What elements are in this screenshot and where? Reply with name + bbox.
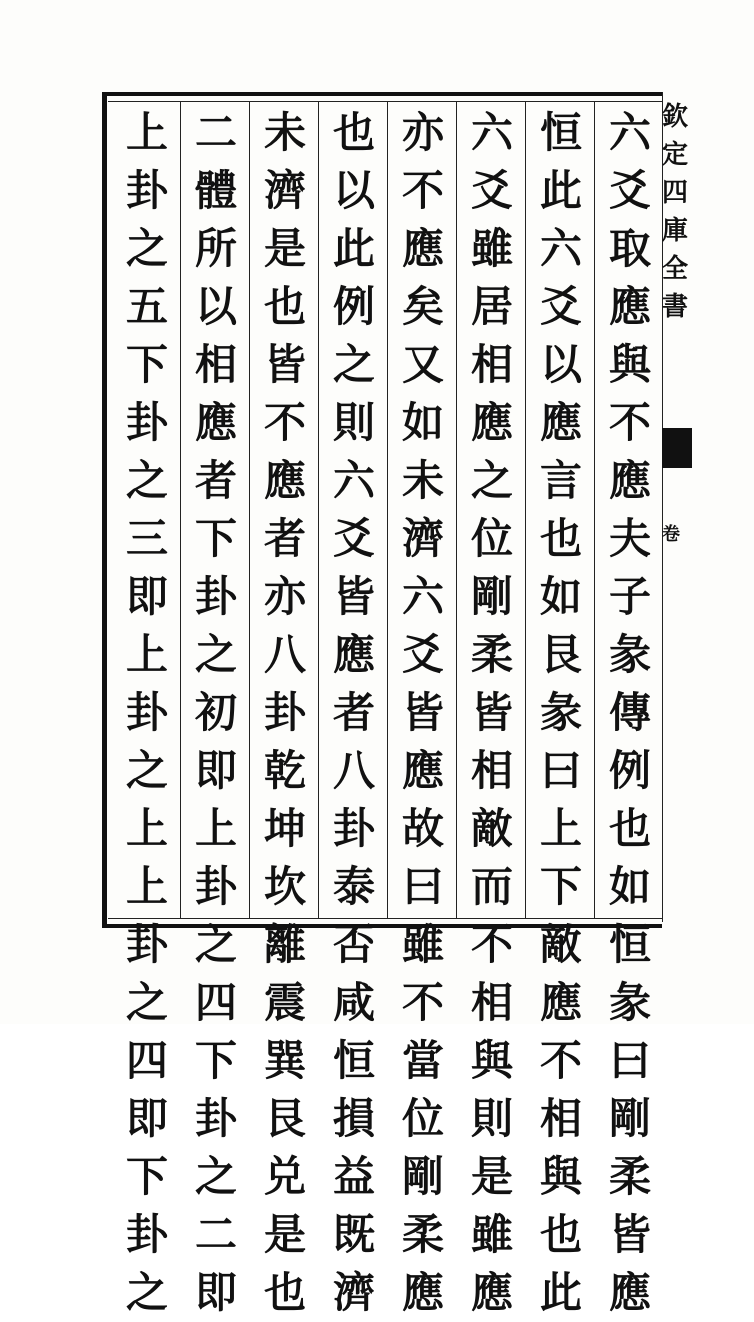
text-column-2	[533, 104, 589, 1317]
column-char: 六	[539, 224, 582, 273]
column-char: 應	[608, 456, 651, 505]
column-char: 應	[332, 630, 375, 679]
column-char: 應	[401, 1268, 444, 1317]
column-char: 傳	[608, 688, 651, 737]
column-char: 居	[470, 282, 513, 331]
column-char: 爻	[332, 514, 375, 563]
column-char: 雖	[470, 224, 513, 273]
column-char: 泰	[332, 862, 375, 911]
column-char: 夫	[608, 514, 651, 563]
column-char: 如	[539, 572, 582, 621]
text-column-6	[257, 104, 313, 1317]
column-char: 取	[608, 224, 651, 273]
column-char: 八	[263, 630, 306, 679]
column-char: 亦	[401, 108, 444, 157]
text-column-8	[119, 104, 175, 1317]
column-rule	[180, 101, 181, 919]
column-char: 即	[194, 746, 237, 795]
column-char: 六	[470, 108, 513, 157]
column-char: 應	[470, 1268, 513, 1317]
column-char: 當	[401, 1036, 444, 1085]
column-char: 爻	[401, 630, 444, 679]
column-char: 下	[125, 340, 168, 389]
column-char: 不	[401, 166, 444, 215]
column-char: 上	[125, 630, 168, 679]
column-char: 三	[125, 514, 168, 563]
column-char: 卦	[194, 572, 237, 621]
column-char: 體	[194, 166, 237, 215]
column-char: 下	[194, 514, 237, 563]
column-char: 乾	[263, 746, 306, 795]
column-char: 上	[125, 804, 168, 853]
column-char: 皆	[470, 688, 513, 737]
column-char: 相	[470, 978, 513, 1027]
column-char: 卦	[263, 688, 306, 737]
column-char: 曰	[539, 746, 582, 795]
column-char: 與	[470, 1036, 513, 1085]
column-char: 不	[539, 1036, 582, 1085]
column-char: 卦	[194, 862, 237, 911]
column-char: 之	[470, 456, 513, 505]
column-char: 彖	[608, 630, 651, 679]
column-char: 應	[608, 1268, 651, 1317]
column-char: 位	[401, 1094, 444, 1143]
column-char: 以	[194, 282, 237, 331]
column-char: 皆	[332, 572, 375, 621]
column-char: 則	[332, 398, 375, 447]
column-char: 未	[401, 456, 444, 505]
column-char: 也	[332, 108, 375, 157]
edge-title-char: 四	[662, 178, 689, 208]
column-char: 之	[125, 224, 168, 273]
column-char: 六	[332, 456, 375, 505]
column-char: 應	[194, 398, 237, 447]
column-char: 是	[263, 1210, 306, 1259]
column-char: 恒	[608, 920, 651, 969]
column-char: 濟	[332, 1268, 375, 1317]
column-char: 即	[125, 1094, 168, 1143]
column-char: 曰	[608, 1036, 651, 1085]
column-char: 坎	[263, 862, 306, 911]
column-char: 應	[539, 398, 582, 447]
column-rule	[387, 101, 388, 919]
column-char: 例	[608, 746, 651, 795]
column-char: 濟	[263, 166, 306, 215]
column-char: 不	[608, 398, 651, 447]
column-char: 者	[332, 688, 375, 737]
column-char: 柔	[470, 630, 513, 679]
column-char: 卦	[125, 166, 168, 215]
column-rule	[594, 101, 595, 919]
column-char: 柔	[401, 1210, 444, 1259]
column-char: 艮	[263, 1094, 306, 1143]
column-char: 五	[125, 282, 168, 331]
column-char: 咸	[332, 978, 375, 1027]
column-char: 卦	[125, 398, 168, 447]
column-rule	[249, 101, 250, 919]
column-char: 也	[263, 1268, 306, 1317]
column-char: 言	[539, 456, 582, 505]
column-char: 之	[194, 1152, 237, 1201]
column-char: 應	[470, 398, 513, 447]
column-char: 坤	[263, 804, 306, 853]
column-char: 亦	[263, 572, 306, 621]
edge-title-char: 全	[662, 254, 689, 284]
column-char: 也	[263, 282, 306, 331]
column-char: 位	[470, 514, 513, 563]
column-char: 上	[539, 804, 582, 853]
column-char: 八	[332, 746, 375, 795]
column-char: 相	[539, 1094, 582, 1143]
column-char: 應	[608, 282, 651, 331]
column-char: 艮	[539, 630, 582, 679]
column-char: 也	[539, 514, 582, 563]
column-char: 即	[125, 572, 168, 621]
column-char: 是	[263, 224, 306, 273]
edge-title-char: 書	[662, 292, 689, 322]
column-char: 恒	[539, 108, 582, 157]
edge-title-char: 定	[662, 140, 689, 170]
column-char: 爻	[608, 166, 651, 215]
column-char: 恒	[332, 1036, 375, 1085]
column-char: 之	[125, 746, 168, 795]
column-char: 爻	[470, 166, 513, 215]
column-rule	[525, 101, 526, 919]
page-edge-band	[662, 92, 692, 922]
column-char: 矣	[401, 282, 444, 331]
column-char: 者	[263, 514, 306, 563]
column-char: 也	[539, 1210, 582, 1259]
column-char: 下	[125, 1152, 168, 1201]
column-char: 雖	[470, 1210, 513, 1259]
column-char: 與	[608, 340, 651, 389]
column-char: 敵	[470, 804, 513, 853]
column-char: 四	[125, 1036, 168, 1085]
column-char: 未	[263, 108, 306, 157]
column-char: 以	[539, 340, 582, 389]
column-char: 不	[263, 398, 306, 447]
column-char: 應	[263, 456, 306, 505]
text-column-3	[464, 104, 520, 1317]
column-char: 四	[194, 978, 237, 1027]
column-char: 又	[401, 340, 444, 389]
column-char: 與	[539, 1152, 582, 1201]
column-char: 應	[539, 978, 582, 1027]
column-char: 是	[470, 1152, 513, 1201]
column-char: 之	[332, 340, 375, 389]
column-char: 卦	[194, 1094, 237, 1143]
column-char: 則	[470, 1094, 513, 1143]
column-char: 二	[194, 1210, 237, 1259]
column-char: 剛	[608, 1094, 651, 1143]
column-char: 剛	[401, 1152, 444, 1201]
column-char: 彖	[608, 978, 651, 1027]
column-char: 皆	[401, 688, 444, 737]
frame-inner-top-rule	[108, 101, 662, 102]
column-char: 柔	[608, 1152, 651, 1201]
column-rule	[318, 101, 319, 919]
column-char: 如	[608, 862, 651, 911]
column-char: 下	[194, 1036, 237, 1085]
column-char: 相	[194, 340, 237, 389]
column-char: 雖	[401, 920, 444, 969]
column-char: 損	[332, 1094, 375, 1143]
text-column-7	[188, 104, 244, 1317]
column-char: 濟	[401, 514, 444, 563]
column-char: 卦	[125, 688, 168, 737]
column-char: 之	[125, 1268, 168, 1317]
column-char: 卦	[125, 920, 168, 969]
text-column-1	[602, 104, 658, 1317]
text-column-5	[326, 104, 382, 1317]
column-char: 益	[332, 1152, 375, 1201]
column-char: 而	[470, 862, 513, 911]
fishtail-mark	[662, 428, 692, 468]
column-char: 之	[194, 920, 237, 969]
column-char: 上	[125, 862, 168, 911]
column-char: 此	[539, 1268, 582, 1317]
column-char: 否	[332, 920, 375, 969]
column-char: 故	[401, 804, 444, 853]
column-char: 彖	[539, 688, 582, 737]
column-char: 爻	[539, 282, 582, 331]
column-rule	[456, 101, 457, 919]
column-char: 巽	[263, 1036, 306, 1085]
edge-title	[662, 98, 692, 326]
column-char: 上	[125, 108, 168, 157]
column-char: 如	[401, 398, 444, 447]
column-char: 卦	[332, 804, 375, 853]
column-char: 曰	[401, 862, 444, 911]
column-char: 二	[194, 108, 237, 157]
column-char: 皆	[608, 1210, 651, 1259]
column-char: 應	[401, 224, 444, 273]
column-char: 初	[194, 688, 237, 737]
column-char: 六	[608, 108, 651, 157]
column-char: 卦	[125, 1210, 168, 1259]
column-char: 此	[539, 166, 582, 215]
column-char: 以	[332, 166, 375, 215]
text-column-4	[395, 104, 451, 1317]
column-char: 應	[401, 746, 444, 795]
column-char: 不	[470, 920, 513, 969]
column-char: 即	[194, 1268, 237, 1317]
column-char: 之	[125, 456, 168, 505]
column-char: 離	[263, 920, 306, 969]
column-char: 不	[401, 978, 444, 1027]
column-char: 之	[125, 978, 168, 1027]
column-char: 震	[263, 978, 306, 1027]
column-char: 例	[332, 282, 375, 331]
column-char: 兑	[263, 1152, 306, 1201]
column-char: 敵	[539, 920, 582, 969]
column-char: 所	[194, 224, 237, 273]
column-char: 相	[470, 746, 513, 795]
column-char: 皆	[263, 340, 306, 389]
column-char: 既	[332, 1210, 375, 1259]
column-char: 此	[332, 224, 375, 273]
column-char: 相	[470, 340, 513, 389]
edge-title-char: 庫	[662, 216, 689, 246]
column-char: 者	[194, 456, 237, 505]
column-char: 也	[608, 804, 651, 853]
edge-side-label: 卷	[662, 524, 680, 545]
column-char: 子	[608, 572, 651, 621]
column-char: 剛	[470, 572, 513, 621]
edge-title-char: 欽	[662, 102, 689, 132]
column-char: 之	[194, 630, 237, 679]
column-char: 上	[194, 804, 237, 853]
column-char: 六	[401, 572, 444, 621]
column-char: 下	[539, 862, 582, 911]
